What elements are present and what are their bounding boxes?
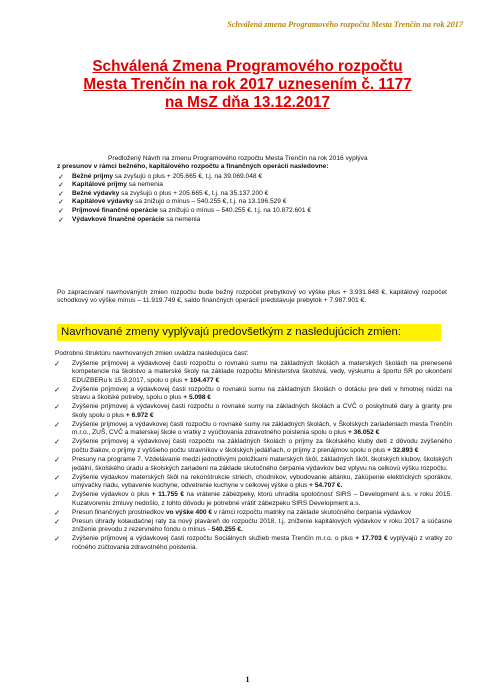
checkmark-icon: ✓ bbox=[54, 384, 61, 394]
checkmark-icon: ✓ bbox=[58, 180, 65, 190]
checkmark-icon: ✓ bbox=[54, 516, 61, 526]
title-line-1: Schválená Zmena Programového rozpočtu bbox=[92, 58, 403, 75]
intro-line-2: z presunov v rámci bežného, kapitálového rozpočtu a finančných operácií nasledovne: bbox=[57, 163, 329, 171]
list-item: ✓ Príjmové finančné operácie sa znižujú o mínus – 540.255 €, t.j. na 10.872.601 € bbox=[58, 205, 311, 215]
details-section bbox=[52, 350, 452, 553]
list-item: ✓ Kapitálové príjmy sa nemenia bbox=[58, 180, 163, 190]
checkmark-icon: ✓ bbox=[58, 214, 65, 224]
details-list bbox=[52, 360, 452, 553]
checkmark-icon: ✓ bbox=[58, 188, 65, 198]
list-item: ✓ Bežné príjmy sa zvyšujú o plus + 205.665 €, t.j. na 39.069.048 € bbox=[58, 171, 263, 181]
intro-section bbox=[57, 155, 447, 224]
intro-line-1: Predložený Návrh na zmenu Programového rozpočtu Mesta Trenčín na rok 2016 vyplýva bbox=[108, 155, 368, 162]
document-title bbox=[40, 58, 455, 112]
summary-paragraph: Po zapracovaní navrhovaných zmien rozpočtu bude bežný rozpočet prebytkový vo výške plus + 3.931.848 €, kapitálový rozpočet schodkový vo výške mínus – 11.919.749 €, saldo finančných operácií predstavuje prebytok + 7.987.901 €. bbox=[57, 289, 447, 305]
list-item: ✓ Presuny na programe 7. Vzdelávanie medzi jednotlivými položkami materských škôl, základných škôl, školských klubov, školských jedální, školského úradu a školských zariadení na základe skutočného čerpania výdavkov bez vplyvu na celkovú výšku rozpočtu. bbox=[54, 455, 452, 472]
list-item: ✓ Zvýšenie príjmovej a výdavkovej časti rozpočtu o rovnaké sumy na základných školách, v Školských zariadeniach mesta Trenčín m.r.o., ZUŠ, CVČ a materskej škole o vratky z vyúčtovania zdravotného poistenia spolu o plus + 36.052 € bbox=[54, 419, 452, 437]
checkmark-icon: ✓ bbox=[54, 402, 61, 412]
checkmark-icon: ✓ bbox=[54, 358, 61, 368]
list-item: ✓ Zvýšenie výdavkov o plus + 11.755 € na vrátenie zábezpeky, ktorú uhradila spoločnosť SIRS – Development a.s. v roku 2015. Kuzatvoreniu zmluvy nedošlo, z tohto dôvodu je potrebné vrátiť zábezpeku SIRS Development a.s. bbox=[54, 490, 452, 507]
title-line-2: Mesta Trenčín na rok 2017 uznesením č. 1177 bbox=[83, 76, 412, 93]
checkmark-icon: ✓ bbox=[58, 171, 65, 181]
list-item: ✓ Výdavkové finančné operácie sa nemenia bbox=[58, 214, 201, 224]
section-heading: Navrhované zmeny vyplývajú predovšetkým z nasledujúcich zmien: bbox=[57, 324, 441, 341]
checkmark-icon: ✓ bbox=[54, 507, 61, 517]
list-item: ✓ Zvýšenie príjmovej a výdavkovej časti rozpočtu na základných školách o príjmy za školského kluby detí z dôvodu zvýšeného počtu žiakov, o príjmy z vyššieho počtu stravníkov v školských jedálňach, o príjmy z prenájmov spolu o plus + 32.893 € bbox=[54, 437, 452, 455]
list-item: ✓ Zvýšenie príjmovej a výdavkovej časti rozpočtu Sociálnych služieb mesta Trenčín m.r.o. o plus + 17.703 € vyplývajú z vratky zo ročného zúčtovania zdravotného poistenia. bbox=[54, 534, 452, 552]
checkmark-icon: ✓ bbox=[58, 205, 65, 215]
budget-change-list bbox=[57, 173, 447, 225]
checkmark-icon: ✓ bbox=[54, 534, 61, 544]
list-item: ✓ Presun úhrady kolaudačnej raty za nový plaváreň do rozpočtu 2018, t.j. zníženie kapitálových výdavkov v roku 2017 a súčasne zníženie prevodu z rezervného fondu o mínus - 540.255 €. bbox=[54, 516, 452, 534]
page-number: 1 bbox=[245, 675, 250, 684]
checkmark-icon: ✓ bbox=[54, 455, 61, 465]
checkmark-icon: ✓ bbox=[54, 472, 61, 482]
list-item: ✓ Zvýšenie príjmovej a výdavkovej časti rozpočtu o rovnakú sumu na základných školách o dotáciu pre deti v hmotnej núdzi na stravu a školské potreby, spolu o plus + 5.098 € bbox=[54, 384, 452, 402]
checkmark-icon: ✓ bbox=[54, 437, 61, 447]
checkmark-icon: ✓ bbox=[54, 419, 61, 429]
list-item: ✓ Zvýšenie príjmovej a výdavkovej časti rozpočtu o rovnakú sumu na základných školách a materských školách na prenesené kompetencie na školstvo a materské školy na základe rozpočtu Ministerstva školstva, vedy, výskumu a športu SR po ukončení EDUZBERu k 15.9.2017, spolu o plus + 104.477 € bbox=[54, 358, 452, 384]
list-item: ✓ Zvýšenie príjmovej a výdavkovej časti rozpočtu o rovnaké sumy na základných školách a CVČ o poskytnuté dary a granty pre školy spolu o plus + 6.972 € bbox=[54, 402, 452, 419]
title-line-3: na MsZ dňa 13.12.2017 bbox=[165, 94, 330, 111]
list-item: ✓ Presun finančných prostriedkov vo výške 400 € v rámci rozpočtu matriky na základe skutočného čerpania výdavkov bbox=[54, 507, 412, 517]
checkmark-icon: ✓ bbox=[54, 490, 61, 500]
running-header: Schválená zmena Programového rozpočtu Mesta Trenčín na rok 2017 bbox=[227, 20, 463, 29]
list-item: ✓ Bežné výdavky sa zvyšujú o plus + 205.665 €, t.j. na 35.137.200 € bbox=[58, 188, 269, 198]
checkmark-icon: ✓ bbox=[58, 197, 65, 207]
list-item: ✓ Kapitálové výdavky sa znižujú o mínus – 540.255 €, t.j. na 13.196.529 € bbox=[58, 197, 287, 207]
details-lead: Podrobnú štruktúru navrhovaných zmien uvádza nasledujúca časť: bbox=[55, 350, 249, 357]
list-item: ✓ Zvýšenie výdavkov materských škôl na rekonštrukcie striech, chodníkov, vybudovanie altánku, zakúpenie elektrických sporákov, umývačky riadu, vybavenie kuchyne, odvetrenie kuchyne v celkovej výške o plus + 54.707 €. bbox=[54, 472, 452, 490]
